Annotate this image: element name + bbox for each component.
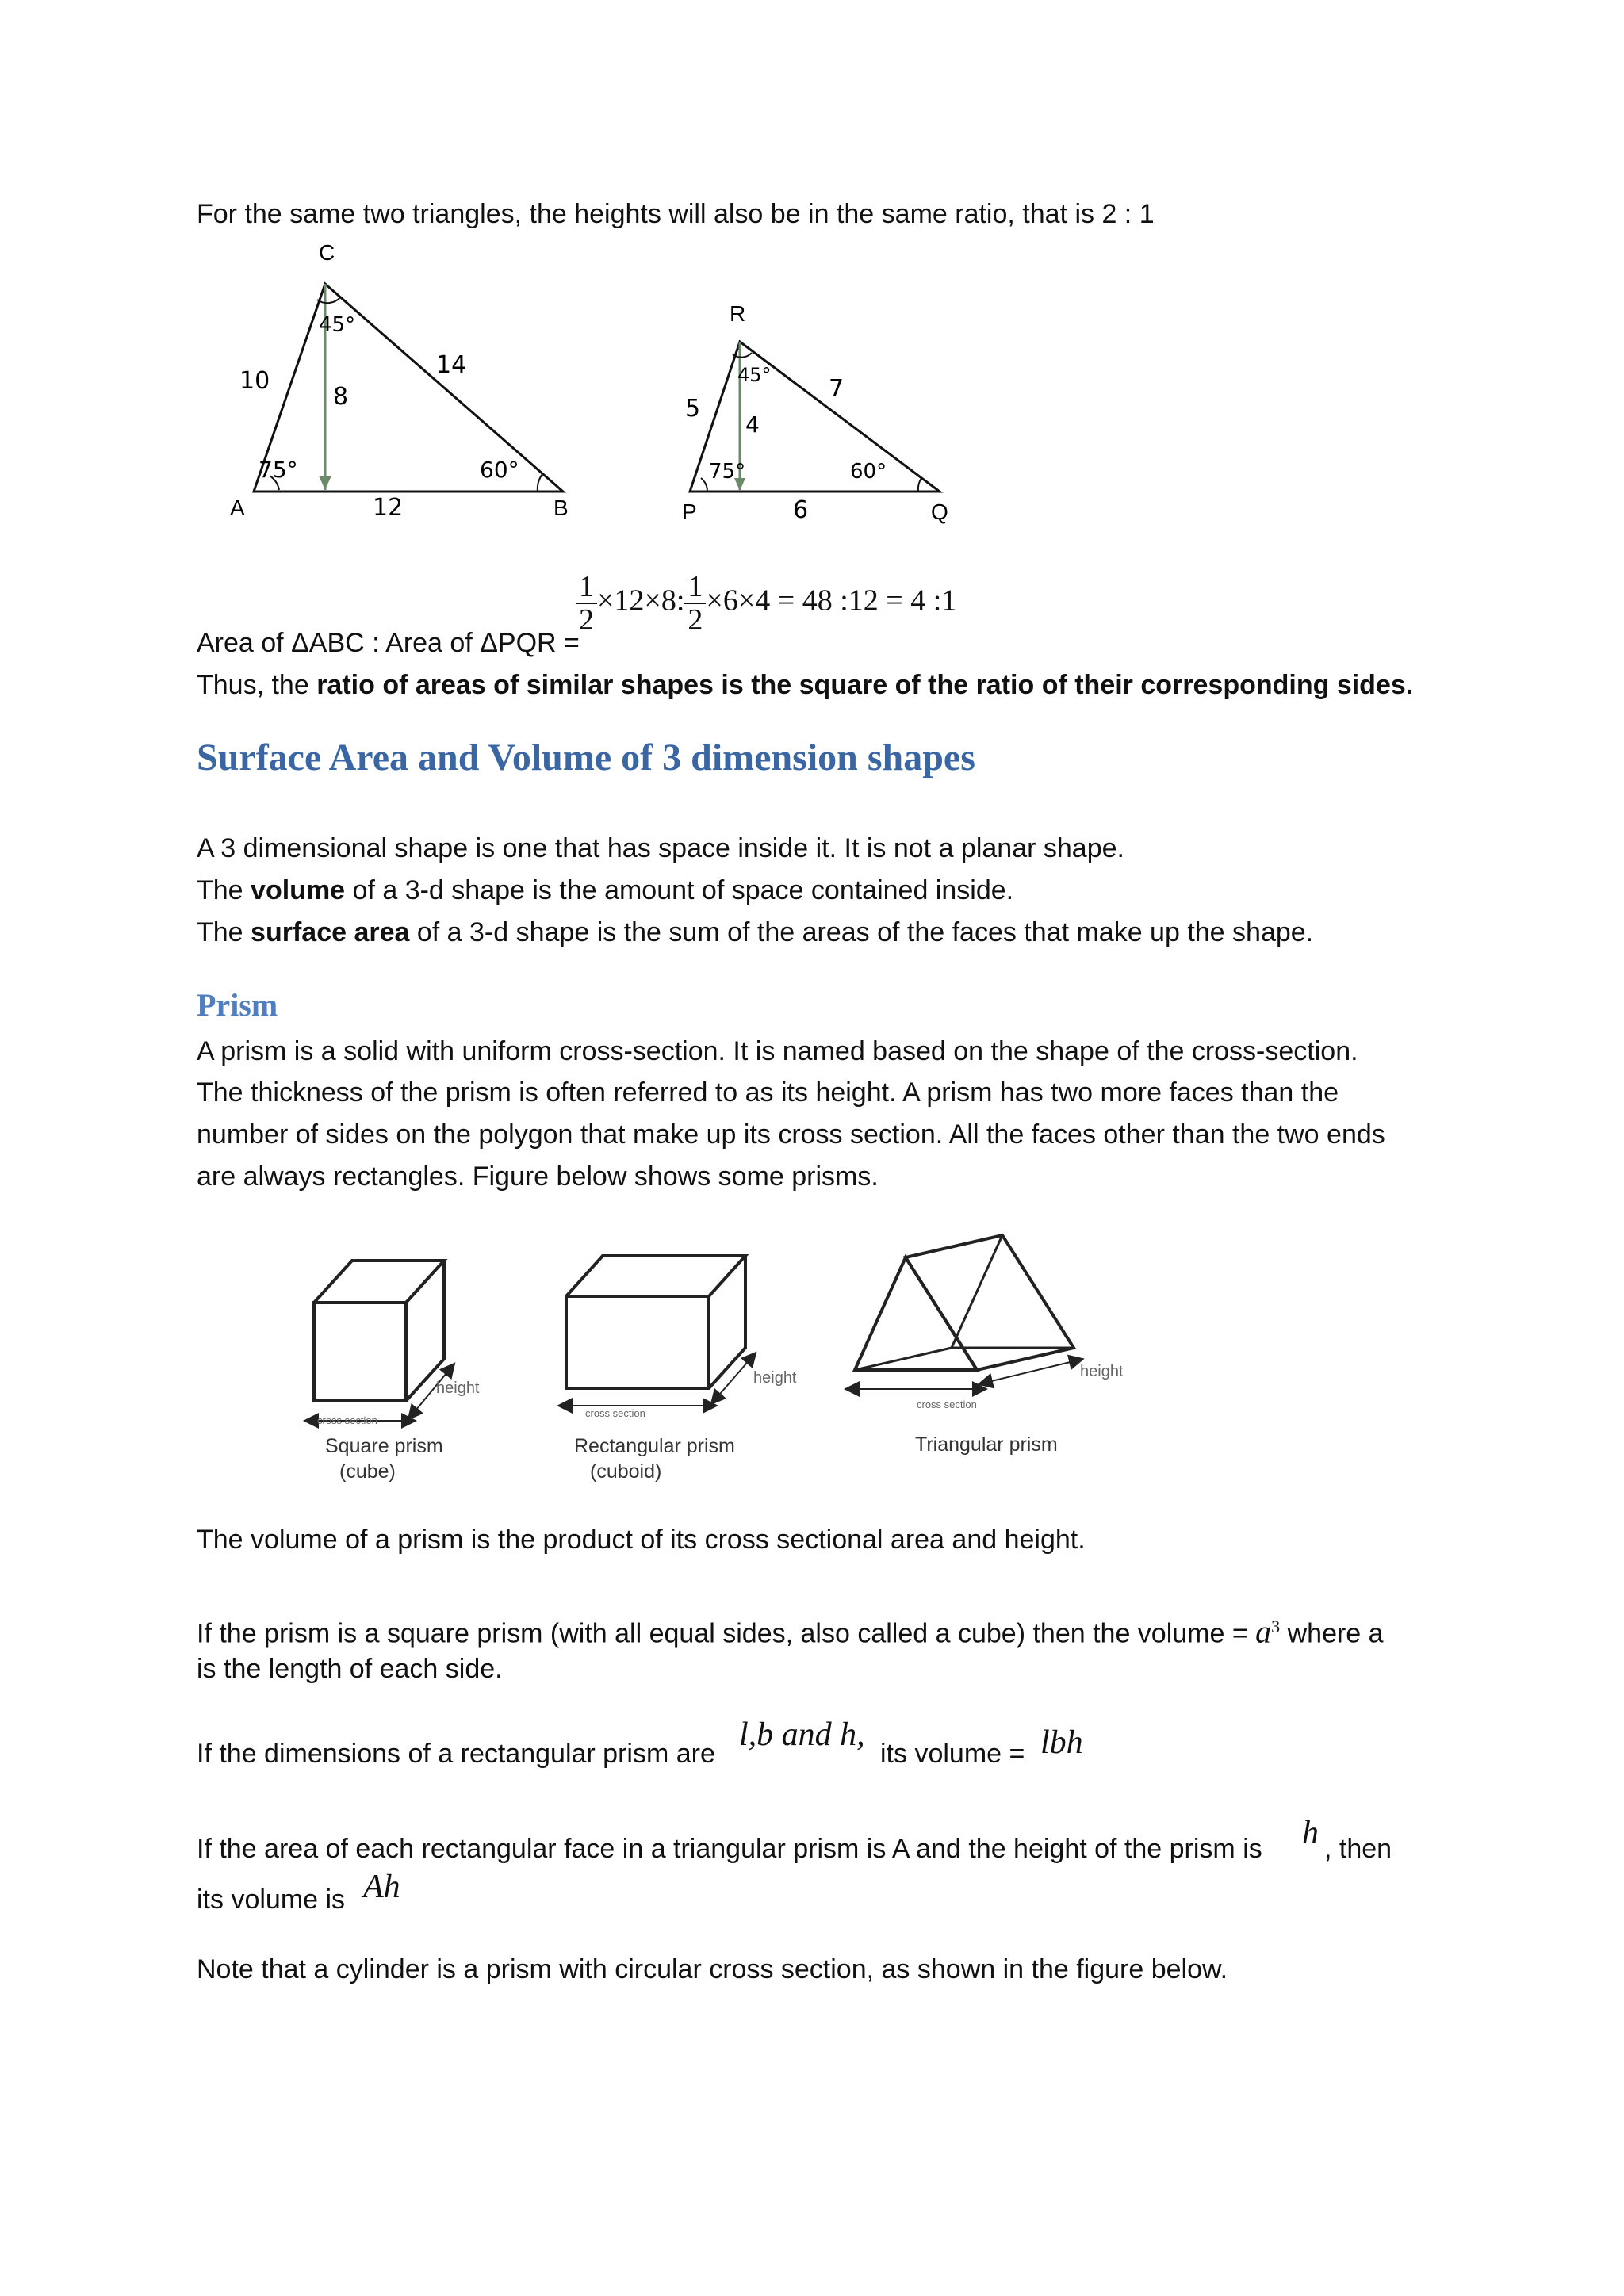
angle-c-label: 45° xyxy=(319,313,356,337)
angle-r-label: 45° xyxy=(737,364,772,386)
cube-height-label: height xyxy=(436,1380,480,1397)
cube-volume-var: a xyxy=(1255,1613,1272,1650)
side-pr-label: 5 xyxy=(685,395,701,423)
tri-prism-height-label: height xyxy=(1080,1363,1124,1380)
cuboid-drawing xyxy=(565,1256,797,1483)
tri-volume-h: h xyxy=(1302,1815,1319,1851)
frac1-numerator: 1 xyxy=(576,571,597,604)
height-abc-label: 8 xyxy=(333,383,349,411)
angle-a-label: 75° xyxy=(259,457,298,483)
cube-volume-post: where a xyxy=(1280,1618,1384,1649)
rect-volume-formula: lbh xyxy=(1040,1724,1083,1761)
cube-volume-line-2: is the length of each side. xyxy=(197,1654,503,1684)
volume-definition: The volume of a prism is the product of its cross sectional area and height. xyxy=(197,1525,1086,1555)
cuboid-name: Rectangular prism xyxy=(574,1435,735,1457)
triangle-pqr-diagram xyxy=(666,297,967,535)
cube-volume-exp: 3 xyxy=(1271,1617,1281,1636)
prism-paragraph-line-3: number of sides on the polygon that make up its cross section. All the faces other than the two ends xyxy=(197,1119,1385,1150)
rect-volume-mid: its volume = xyxy=(880,1739,1025,1769)
area-expr-1: ×12×8: xyxy=(597,584,685,618)
definition-volume xyxy=(197,870,1013,911)
def-surface-post: of a 3-d shape is the sum of the areas of the faces that make up the shape. xyxy=(409,917,1314,947)
heading-surface-area: Surface Area and Volume of 3 dimension shapes xyxy=(197,737,975,779)
vertex-a-label: A xyxy=(230,496,245,520)
side-cb-label: 14 xyxy=(436,351,467,379)
triangle-abc-diagram xyxy=(206,238,603,531)
frac1-denominator: 2 xyxy=(579,603,594,637)
definition-3d-shape: A 3 dimensional shape is one that has space inside it. It is not a planar shape. xyxy=(197,833,1124,863)
tri-prism-name: Triangular prism xyxy=(915,1433,1058,1456)
area-ratio-equation xyxy=(576,571,956,636)
cuboid-cross-label: cross section xyxy=(585,1407,645,1419)
cube-alt-name: (cube) xyxy=(339,1460,396,1483)
cube-cross-label: cross section xyxy=(317,1414,377,1426)
tri-volume-formula: Ah xyxy=(363,1869,400,1905)
vertex-p-label: P xyxy=(682,499,697,524)
cube-name: Square prism xyxy=(325,1435,443,1457)
intro-text: For the same two triangles, the heights will also be in the same ratio, that is 2 : 1 xyxy=(197,199,1155,229)
side-rq-label: 7 xyxy=(829,375,845,403)
def-surface-pre: The xyxy=(197,917,251,947)
heading-prism: Prism xyxy=(197,987,278,1023)
prisms-figure xyxy=(285,1221,1158,1490)
angle-q-label: 60° xyxy=(850,460,887,484)
tri-volume-pre: If the area of each rectangular face in a triangular prism is A and the height of the prism is xyxy=(197,1834,1262,1864)
angle-p-label: 75° xyxy=(709,460,746,484)
area-ratio-label: Area of ΔABC : Area of ΔPQR = xyxy=(197,628,580,658)
def-volume-pre: The xyxy=(197,875,251,905)
height-pqr-label: 4 xyxy=(745,411,760,438)
area-expr-2: ×6×4 = 48 :12 = 4 :1 xyxy=(706,584,957,618)
def-volume-bold: volume xyxy=(251,875,346,905)
thus-prefix: Thus, the xyxy=(197,670,317,700)
cuboid-alt-name: (cuboid) xyxy=(590,1460,662,1483)
frac2-denominator: 2 xyxy=(688,603,703,637)
tri-prism-cross-label: cross section xyxy=(917,1399,977,1410)
triangular-prism-drawing xyxy=(852,1235,1124,1456)
vertex-b-label: B xyxy=(553,496,569,520)
thus-text xyxy=(197,664,1413,706)
vertex-q-label: Q xyxy=(931,499,948,524)
angle-b-label: 60° xyxy=(480,457,519,483)
prism-paragraph-line-4: are always rectangles. Figure below shows some prisms. xyxy=(197,1161,879,1192)
cube-volume-line xyxy=(197,1606,1384,1654)
rect-volume-dims: l,b and h, xyxy=(739,1716,865,1753)
vertex-r-label: R xyxy=(730,301,746,326)
rect-volume-pre: If the dimensions of a rectangular prism are xyxy=(197,1739,715,1769)
side-ac-label: 10 xyxy=(239,367,270,395)
thus-bold: ratio of areas of similar shapes is the square of the ratio of their corresponding sides. xyxy=(316,670,1414,700)
side-pq-label: 6 xyxy=(793,496,809,524)
definition-surface-area xyxy=(197,912,1313,953)
cube-drawing xyxy=(311,1261,480,1483)
def-surface-bold: surface area xyxy=(251,917,410,947)
tri-volume-post: , then xyxy=(1324,1834,1392,1864)
frac2-numerator: 1 xyxy=(684,571,706,604)
prism-paragraph-line-1: A prism is a solid with uniform cross-section. It is named based on the shape of the cross-section. xyxy=(197,1036,1358,1066)
vertex-c-label: C xyxy=(319,240,335,265)
side-ab-label: 12 xyxy=(373,494,404,522)
tri-volume-line-2: its volume is xyxy=(197,1885,346,1915)
def-volume-post: of a 3-d shape is the amount of space contained inside. xyxy=(345,875,1014,905)
cuboid-height-label: height xyxy=(753,1369,797,1387)
cylinder-note: Note that a cylinder is a prism with circular cross section, as shown in the figure below. xyxy=(197,1954,1228,1984)
cube-volume-pre: If the prism is a square prism (with all equal sides, also called a cube) then the volume = xyxy=(197,1618,1256,1649)
prism-paragraph-line-2: The thickness of the prism is often referred to as its height. A prism has two more faces than the xyxy=(197,1077,1339,1108)
